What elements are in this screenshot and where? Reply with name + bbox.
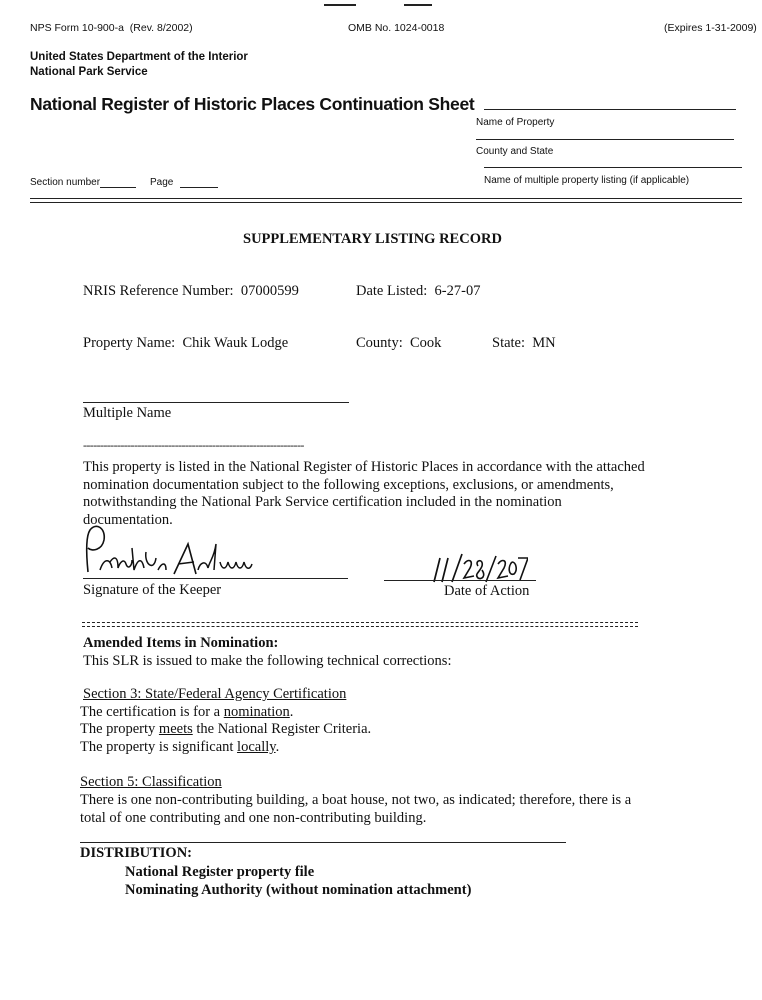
county-value: Cook	[409, 335, 442, 351]
expires-date: (Expires 1-31-2009)	[664, 22, 757, 34]
page-blank	[180, 187, 218, 188]
statement-line-4: documentation.	[83, 512, 173, 528]
section5-title: Section 5: Classification	[80, 774, 222, 790]
form-number-text: NPS Form 10-900-a	[30, 22, 124, 34]
section-number-label: Section number	[30, 177, 101, 188]
section3-title: Section 3: State/Federal Agency Certification	[83, 686, 347, 702]
name-of-property-line	[484, 109, 736, 110]
signature-label: Signature of the Keeper	[83, 582, 222, 598]
multiple-listing-line	[484, 167, 742, 168]
form-title: National Register of Historic Places Continuation Sheet	[30, 94, 475, 114]
property-name	[83, 335, 288, 352]
service-name: National Park Service	[30, 66, 148, 78]
distribution-item-1: National Register property file	[125, 864, 315, 880]
statement-line-2: nomination documentation subject to the following exceptions, exclusions, or amendments,	[83, 477, 614, 493]
top-mark-right	[404, 4, 432, 6]
multiple-listing-label: Name of multiple property listing (if applicable)	[484, 175, 690, 186]
section3-line-2	[80, 721, 371, 738]
nris-label: NRIS Reference Number:	[83, 283, 234, 299]
name-of-property-label: Name of Property	[476, 117, 555, 128]
header-rule-2	[30, 202, 742, 203]
county-state-label: County and State	[476, 146, 554, 157]
page-label: Page	[150, 177, 174, 188]
county-state-line	[476, 139, 734, 140]
top-mark-left	[324, 4, 356, 6]
amended-separator-top	[82, 622, 638, 623]
separator-dashes: -----------------------------------------------------------------	[83, 438, 304, 452]
amended-heading: Amended Items in Nomination:	[83, 635, 279, 651]
section5-line-2: total of one contributing and one non-contributing building.	[80, 810, 427, 826]
distribution-rule	[80, 842, 566, 843]
s3-l1-a: The certification is for a	[80, 704, 224, 720]
county	[356, 335, 441, 352]
distribution-heading: DISTRIBUTION:	[80, 845, 192, 861]
amended-separator-bottom	[82, 626, 638, 627]
statement-line-3: notwithstanding the National Park Service certification included in the nomination	[83, 494, 562, 510]
revision-text: (Rev. 8/2002)	[129, 22, 193, 34]
section3-line-1	[80, 704, 293, 721]
date-of-action-line	[384, 580, 536, 581]
s3-l3-b: .	[275, 739, 280, 755]
s3-l2-a: The property	[80, 721, 159, 737]
section3-line-3	[80, 739, 279, 756]
s3-l1-b: .	[289, 704, 294, 720]
multiple-name-label: Multiple Name	[83, 405, 172, 421]
date-of-action-label: Date of Action	[444, 583, 530, 599]
date-listed-label: Date Listed:	[356, 283, 428, 299]
statement-line-1: This property is listed in the National Register of Historic Places in accordance with the attached	[83, 459, 645, 475]
nris-value: 07000599	[240, 283, 299, 299]
keeper-signature	[80, 522, 260, 582]
property-name-value: Chik Wauk Lodge	[182, 335, 289, 351]
s3-l3-underlined: locally	[237, 739, 276, 755]
nris-reference	[83, 283, 299, 300]
s3-l1-underlined: nomination	[223, 704, 290, 720]
county-label: County:	[356, 335, 403, 351]
state-value: MN	[532, 335, 556, 351]
s3-l2-b: the National Register Criteria.	[192, 721, 372, 737]
property-name-label: Property Name:	[83, 335, 176, 351]
s3-l3-a: The property is significant	[80, 739, 238, 755]
omb-number: OMB No. 1024-0018	[348, 22, 445, 34]
record-heading: SUPPLEMENTARY LISTING RECORD	[243, 231, 502, 247]
s3-l2-underlined: meets	[158, 721, 193, 737]
state-label: State:	[492, 335, 526, 351]
form-number	[30, 22, 193, 34]
amended-intro: This SLR is issued to make the following technical corrections:	[83, 653, 452, 669]
section-number-blank	[100, 187, 136, 188]
date-listed	[356, 283, 480, 300]
section5-line-1: There is one non-contributing building, a boat house, not two, as indicated; therefore, there is a	[80, 792, 632, 808]
state	[492, 335, 556, 352]
multiple-name-line	[83, 402, 349, 403]
distribution-item-2: Nominating Authority (without nomination attachment)	[125, 882, 472, 898]
header-rule-1	[30, 198, 742, 199]
department-name: United States Department of the Interior	[30, 51, 248, 63]
signature-line	[83, 578, 348, 579]
date-listed-value: 6-27-07	[434, 283, 481, 299]
